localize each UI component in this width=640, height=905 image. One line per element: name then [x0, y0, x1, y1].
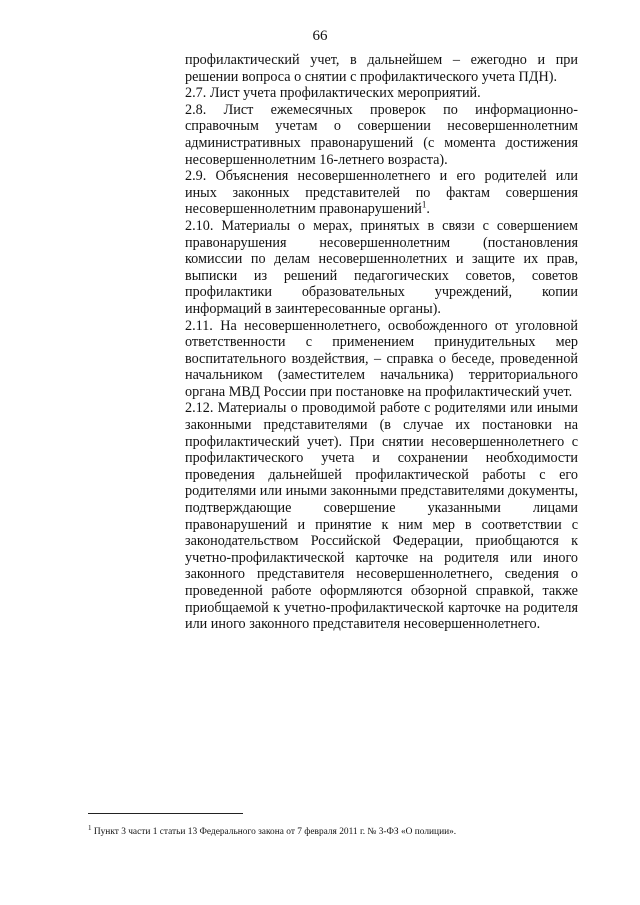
- paragraph-2-8: 2.8. Лист ежемесячных проверок по информационно-справочным учетам о совершении несовершеннолетним административных правонарушений (с момента достижения несовершеннолетним 16-летнего возраста).: [185, 101, 578, 168]
- footnote-text: Пункт 3 части 1 статьи 13 Федерального закона от 7 февраля 2011 г. № 3-ФЗ «О полиции».: [91, 827, 457, 837]
- paragraph-2-9: 2.9. Объяснения несовершеннолетнего и его родителей или иных законных представителей по фактам совершения несовершеннолетним правонарушений$^1$.: [185, 168, 578, 218]
- paragraph-2-10: 2.10. Материалы о мерах, принятых в связи с совершением правонарушения несовершеннолетним (постановления комиссии по делам несовершеннолетних и защите их прав, выписки из решений педагогических советов, советов профилактики образовательных учреждений, копии информаций в заинтересованные органы).: [185, 217, 578, 317]
- footnote-divider: [88, 813, 243, 814]
- document-body: [185, 52, 578, 633]
- footnote: [88, 823, 568, 838]
- paragraph-continuation: профилактический учет, в дальнейшем – ежегодно и при решении вопроса о снятии с профилактического учета ПДН).: [185, 52, 578, 85]
- paragraph-2-12: 2.12. Материалы о проводимой работе с родителями или иными законными представителями (в случае их постановки на профилактический учет). При снятии несовершеннолетнего с профилактического учета и сохранении необходимости проведения дальнейшей профилактической работы с его родителями или иными законными представителями документы, подтверждающие совершение указанными лицами правонарушений и принятие к ним мер в соответствии с законодательством Российской Федерации, приобщаются к учетно-профилактической карточке на родителя или иного законного представителя несовершеннолетнего, сведения о проведенной работе оформляются обзорной справкой, также приобщаемой к учетно-профилактической карточке на родителя или иного законного представителя несовершеннолетнего.: [185, 400, 579, 633]
- footnote-marker: 1: [88, 823, 92, 832]
- page-number: 66: [312, 28, 328, 44]
- paragraph-2-11: 2.11. На несовершеннолетнего, освобожденного от уголовной ответственности с применением принудительных мер воспитательного воздействия, – справка о беседе, проведенной начальником (заместителем начальника) территориального органа МВД России при постановке на профилактический учет.: [185, 317, 578, 400]
- footnote-reference[interactable]: 1: [421, 199, 427, 210]
- paragraph-2-7: 2.7. Лист учета профилактических мероприятий.: [185, 85, 481, 102]
- paragraph-2-9-text: 2.9. Объяснения несовершеннолетнего и его родителей или иных законных представителей по фактам совершения несовершеннолетним правонарушений: [185, 168, 578, 218]
